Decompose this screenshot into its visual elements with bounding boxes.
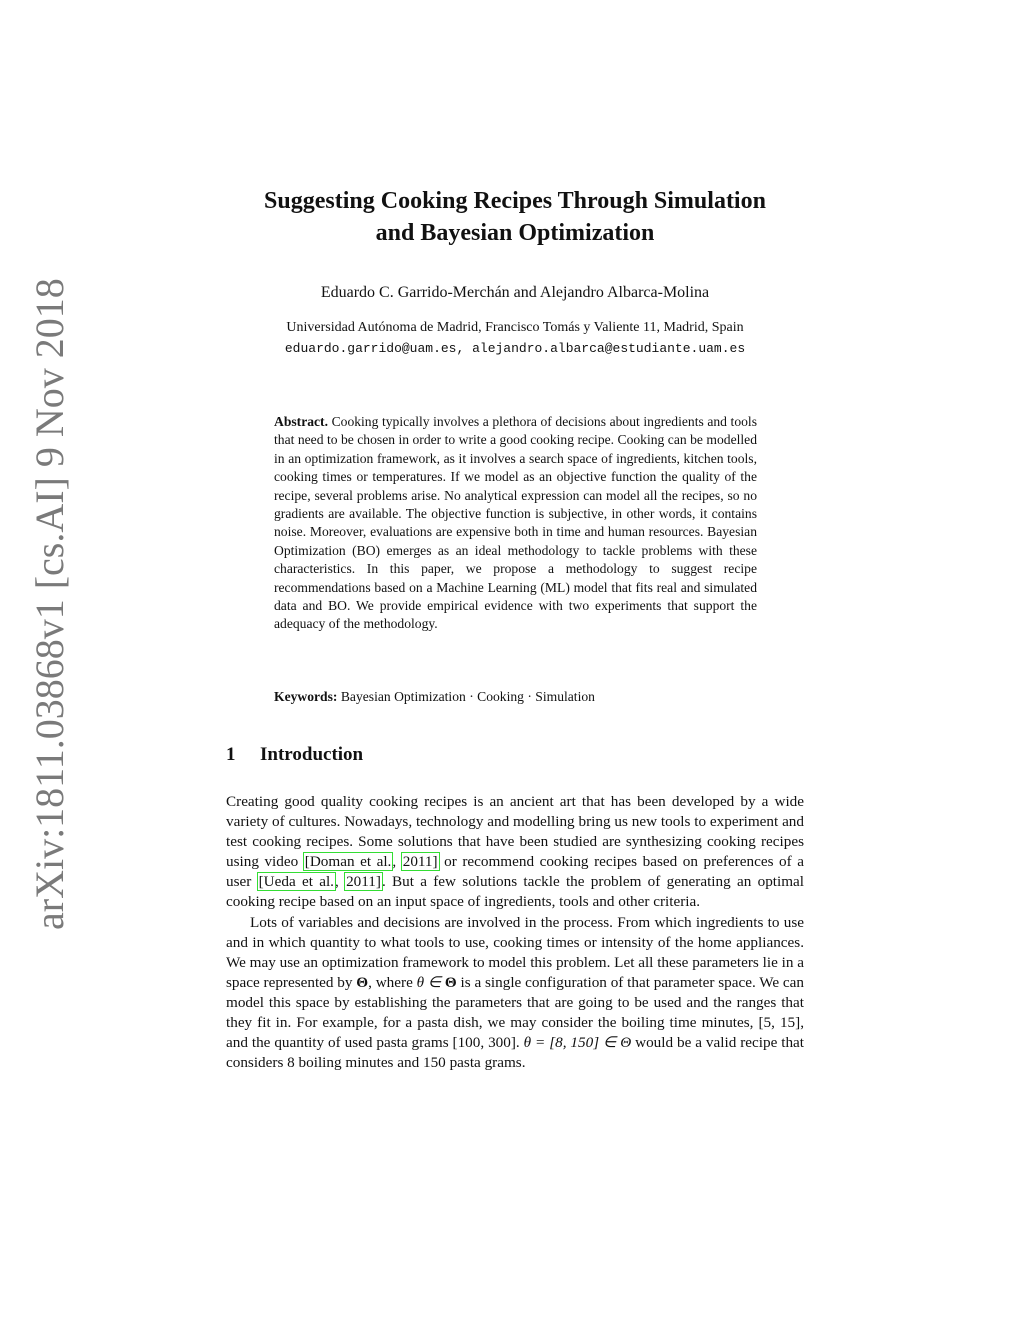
math-expression: θ = [8, 150] ∈ Θ	[523, 1034, 632, 1052]
citation-link[interactable]: [Ueda et al.	[258, 873, 334, 891]
body-text	[226, 792, 804, 1073]
paragraph-text: Lots of variables and decisions are involved in the process. From which ingredients to use and in which quantity to what tools to use, cooking times or intensity of the home appliances. We may use an optimization framework to model this problem. Let all these parameters lie in a space represented by	[226, 913, 804, 991]
paragraph	[226, 913, 804, 1074]
abstract-text: Cooking typically involves a plethora of decisions about ingredients and tools that need to be chosen in order to write a good cooking recipe. Cooking can be modelled in an optimization framework, as it involves a search space of ingredients, kitchen tools, cooking times or temperatures. If we model as an objective function the quality of the recipe, several problems arise. No analytical expression can model all the recipes, so no gradients are available. The objective function is subjective, in other words, it contains noise. Moreover, evaluations are expensive both in time and human resources. Bayesian Optimization (BO) emerges as an ideal methodology to tackle problems with these characteristics. In this paper, we propose a methodology to suggest recipe recommendations based on a Machine Learning (ML) model that fits real and simulated data and BO. We provide empirical evidence with two experiments that support the adequacy of the methodology.	[274, 414, 757, 632]
title-line-2: and Bayesian Optimization	[375, 220, 655, 246]
citation-separator: ,	[392, 853, 402, 871]
paragraph-text: Creating good quality cooking recipes is an ancient art that has been developed by a wide variety of cultures. Nowadays, technology and modelling bring us new tools to experiment and test cooking recipes. Some solutions that have been studied are synthesizing cooking recipes using video	[226, 793, 804, 871]
citation-year-link[interactable]: 2011]	[346, 873, 381, 891]
keywords-label: Keywords:	[274, 689, 338, 704]
arxiv-identifier: arXiv:1811.03868v1 [cs.AI] 9 Nov 2018	[27, 278, 72, 930]
math-symbol: Θ	[444, 973, 457, 991]
paper-title	[200, 185, 830, 249]
paragraph-text: is a single configuration of that parameter space. We can model this space by establishing the parameters that are going to be used and the ranges that they fit in. For example, for a pasta dish, we may consider the boiling time minutes, [5, 15], and the quantity of used pasta grams [100, 300].	[226, 973, 804, 1052]
title-line-1: Suggesting Cooking Recipes Through Simulation	[264, 188, 766, 214]
authors: Eduardo C. Garrido-Merchán and Alejandro Albarca-Molina	[320, 284, 710, 301]
abstract	[274, 413, 757, 634]
paragraph-text: , where	[368, 973, 417, 991]
keywords	[274, 689, 757, 705]
section-title: Introduction	[260, 744, 364, 765]
citation-separator: ,	[334, 873, 346, 891]
section-heading	[226, 744, 363, 766]
paragraph-text: . But a few solutions tackle the problem of generating an optimal cooking recipe based on an input space of ingredients, tools and other criteria.	[226, 873, 805, 911]
section-number: 1	[226, 744, 236, 765]
abstract-label: Abstract.	[274, 414, 328, 429]
math-symbol: Θ	[356, 973, 369, 991]
citation-year-link[interactable]: 2011]	[402, 853, 438, 871]
citation-link[interactable]: [Doman et al.	[304, 853, 392, 871]
author-emails[interactable]: eduardo.garrido@uam.es, alejandro.albarca@estudiante.uam.es	[284, 341, 746, 356]
paragraph-text: would be a valid recipe that considers 8 boiling minutes and 150 pasta grams.	[226, 1034, 805, 1072]
paragraph-text: or recommend cooking recipes based on preferences of a user	[226, 853, 804, 891]
math-expression: θ ∈	[416, 973, 445, 991]
paragraph	[226, 792, 804, 913]
keywords-text: Bayesian Optimization · Cooking · Simulation	[340, 689, 595, 704]
affiliation: Universidad Autónoma de Madrid, Francisco Tomás y Valiente 11, Madrid, Spain	[286, 320, 744, 335]
